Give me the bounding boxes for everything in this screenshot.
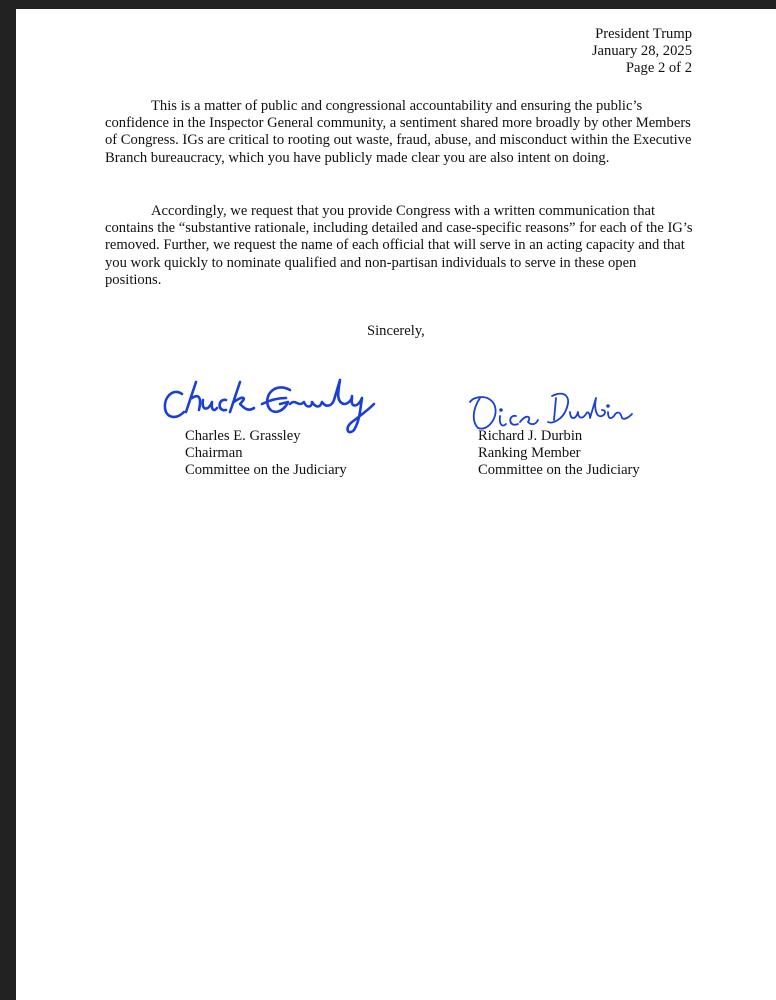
body-paragraph-2-text: Accordingly, we request that you provide Congress with a written communication that contains the “substantive rationale, including detailed and case-specific reasons” for each of the IG’s removed. Further, we request the name of each official that will serve in an acting capacity and that you work quickly to nominate qualified and non-partisan individuals to serve in these open positions.	[105, 203, 693, 288]
header-recipient: President Trump	[595, 26, 692, 42]
signature-grassley	[162, 374, 384, 436]
signatory-left-title: Chairman	[185, 445, 243, 462]
body-paragraph-2	[105, 203, 695, 289]
signatory-right-name: Richard J. Durbin	[478, 428, 583, 444]
signatory-left	[185, 428, 347, 480]
signatory-left-committee: Committee on the Judiciary	[185, 462, 347, 479]
page-header	[592, 26, 692, 77]
signatory-right-committee: Committee on the Judiciary	[478, 462, 640, 479]
letter-page	[16, 9, 776, 1000]
header-page-number: Page 2 of 2	[625, 60, 692, 76]
header-date: January 28, 2025	[591, 43, 692, 59]
body-paragraph-1-text: This is a matter of public and congressional accountability and ensuring the public’s confidence in the Inspector General community, a sentiment shared more broadly by other Members of Congress. IGs are critical to rooting out waste, fraud, abuse, and misconduct within the Executive Branch bureaucracy, which you have publicly made clear you are also intent on doing.	[105, 98, 692, 166]
body-paragraph-1	[105, 98, 695, 167]
signatory-right-title: Ranking Member	[478, 445, 581, 462]
signatory-left-name: Charles E. Grassley	[185, 428, 301, 444]
signatory-right	[478, 428, 640, 480]
closing-salutation: Sincerely,	[367, 323, 425, 339]
signature-durbin	[466, 386, 634, 432]
